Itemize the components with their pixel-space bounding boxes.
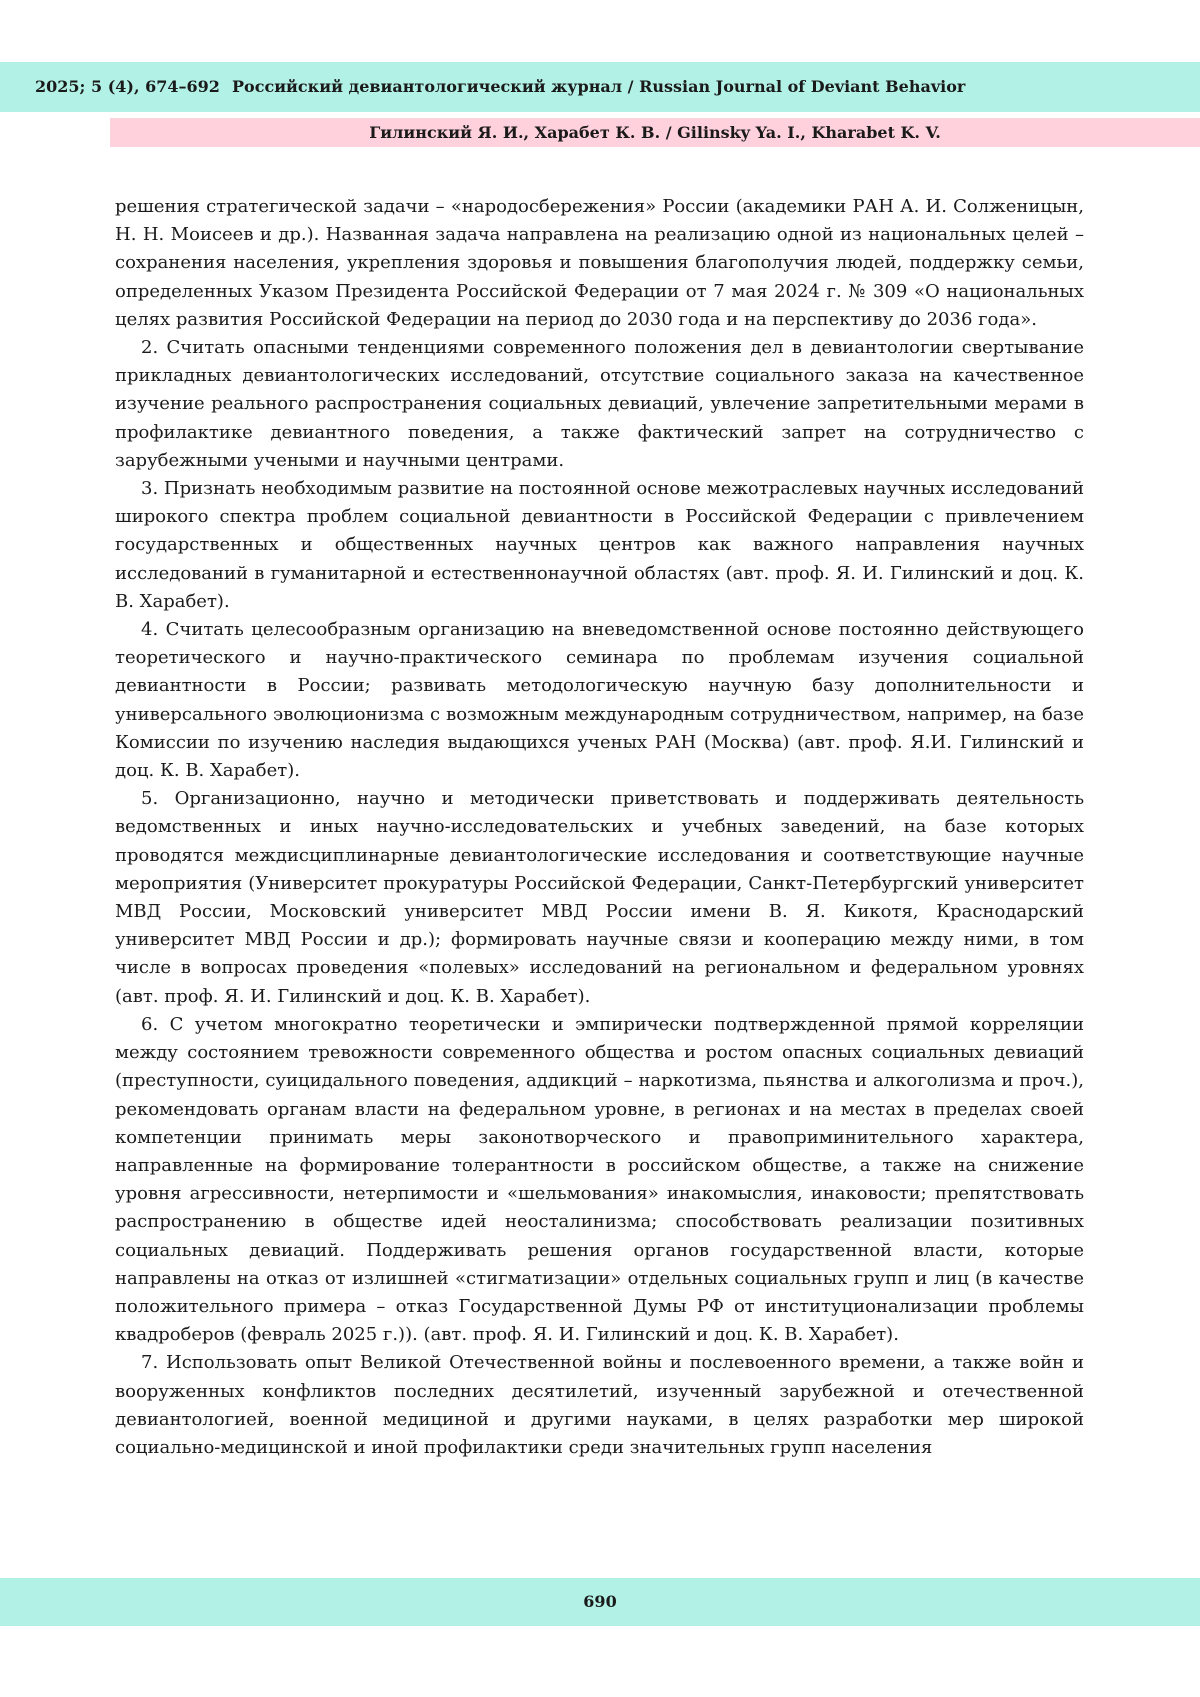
journal-header-band (0, 62, 1200, 112)
issue-citation: 2025; 5 (4), 674–692 (35, 77, 220, 96)
paragraph-item-4: 4. Считать целесообразным организацию на вневедомственной основе постоянно действующего теоретического и научно-практического семинара по проблемам изучения социальной девиантности в России; развивать методологическую научную базу дополнительности и универсального эволюционизма с возможным международным сотрудничеством, например, на базе Комиссии по изучению наследия выдающихся ученых РАН (Москва) (авт. проф. Я.И. Гилинский и доц. К. В. Харабет). (115, 619, 1084, 782)
paragraph-item-3: 3. Признать необходимым развитие на постоянной основе межотраслевых научных исследований широкого спектра проблем социальной девиантности в Российской Федерации с привлечением государственных и общественных научных центров как важного направления научных исследований в гуманитарной и естественнонаучной областях (авт. проф. Я. И. Гилинский и доц. К. В. Харабет). (115, 478, 1084, 612)
paragraph-item-6: 6. С учетом многократно теоретически и эмпирически подтвержденной прямой корреляции между состоянием тревожности современного общества и ростом опасных социальных девиаций (преступности, суицидального поведения, аддикций – наркотизма, пьянства и алкоголизма и проч.), рекомендовать органам власти на федеральном уровне, в регионах и на местах в пределах своей компетенции принимать меры законотворческого и правоприминительного характера, направленные на формирование толерантности в российском обществе, а также на снижение уровня агрессивности, нетерпимости и «шельмования» инакомыслия, инаковости; препятствовать распространению в обществе идей неосталинизма; способствовать реализации позитивных социальных девиаций. Поддерживать решения органов государственной власти, которые направлены на отказ от излишней «стигматизации» отдельных социальных групп и лиц (в качестве положительного примера – отказ Государственной Думы РФ от институционализации проблемы квадроберов (февраль 2025 г.)). (авт. проф. Я. И. Гилинский и доц. К. В. Харабет). (115, 1013, 1084, 1346)
paragraph-item-5: 5. Организационно, научно и методически приветствовать и поддерживать деятельность ведомственных и иных научно-исследовательских и учебных заведений, на базе которых проводятся междисциплинарные девиантологические исследования и соответствующие научные мероприятия (Университет прокуратуры Российской Федерации, Санкт-Петербургский университет МВД России, Московский университет МВД России имени В. Я. Кикотя, Краснодарский университет МВД России и др.); формировать научные связи и кооперацию между ними, в том числе в вопросах проведения «полевых» исследований на региональном и федеральном уровнях (авт. проф. Я. И. Гилинский и доц. К. В. Харабет). (115, 788, 1084, 1007)
paragraph-item-7: 7. Использовать опыт Великой Отечественной войны и послевоенного времени, а также войн и вооруженных конфликтов последних десятилетий, изученный зарубежной и отечественной девиантологией, военной медициной и другими науками, в целях разработки мер широкой социально-медицинской и иной профилактики среди значительных групп населения (115, 1352, 1084, 1458)
authors-band (110, 118, 1200, 147)
page-number: 690 (583, 1592, 617, 1611)
article-body (115, 193, 1084, 1462)
journal-title: Российский девиантологический журнал / Russian Journal of Deviant Behavior (232, 77, 966, 96)
running-head-authors: Гилинский Я. И., Харабет К. В. / Gilinsky Ya. I., Kharabet K. V. (369, 123, 941, 142)
paragraph-continuation: решения стратегической задачи – «народосбережения» России (академики РАН А. И. Солженицын, Н. Н. Моисеев и др.). Названная задача направлена на реализацию одной из национальных целей – сохранения населения, укрепления здоровья и повышения благополучия людей, поддержку семьи, определенных Указом Президента Российской Федерации от 7 мая 2024 г. № 309 «О национальных целях развития Российской Федерации на период до 2030 года и на перспективу до 2036 года». (115, 196, 1084, 330)
paragraph-item-2: 2. Считать опасными тенденциями современного положения дел в девиантологии свертывание прикладных девиантологических исследований, отсутствие социального заказа на качественное изучение реального распространения социальных девиаций, увлечение запретительными мерами в профилактике девиантного поведения, а также фактический запрет на сотрудничество с зарубежными учеными и научными центрами. (115, 337, 1084, 471)
page-footer-band (0, 1578, 1200, 1626)
